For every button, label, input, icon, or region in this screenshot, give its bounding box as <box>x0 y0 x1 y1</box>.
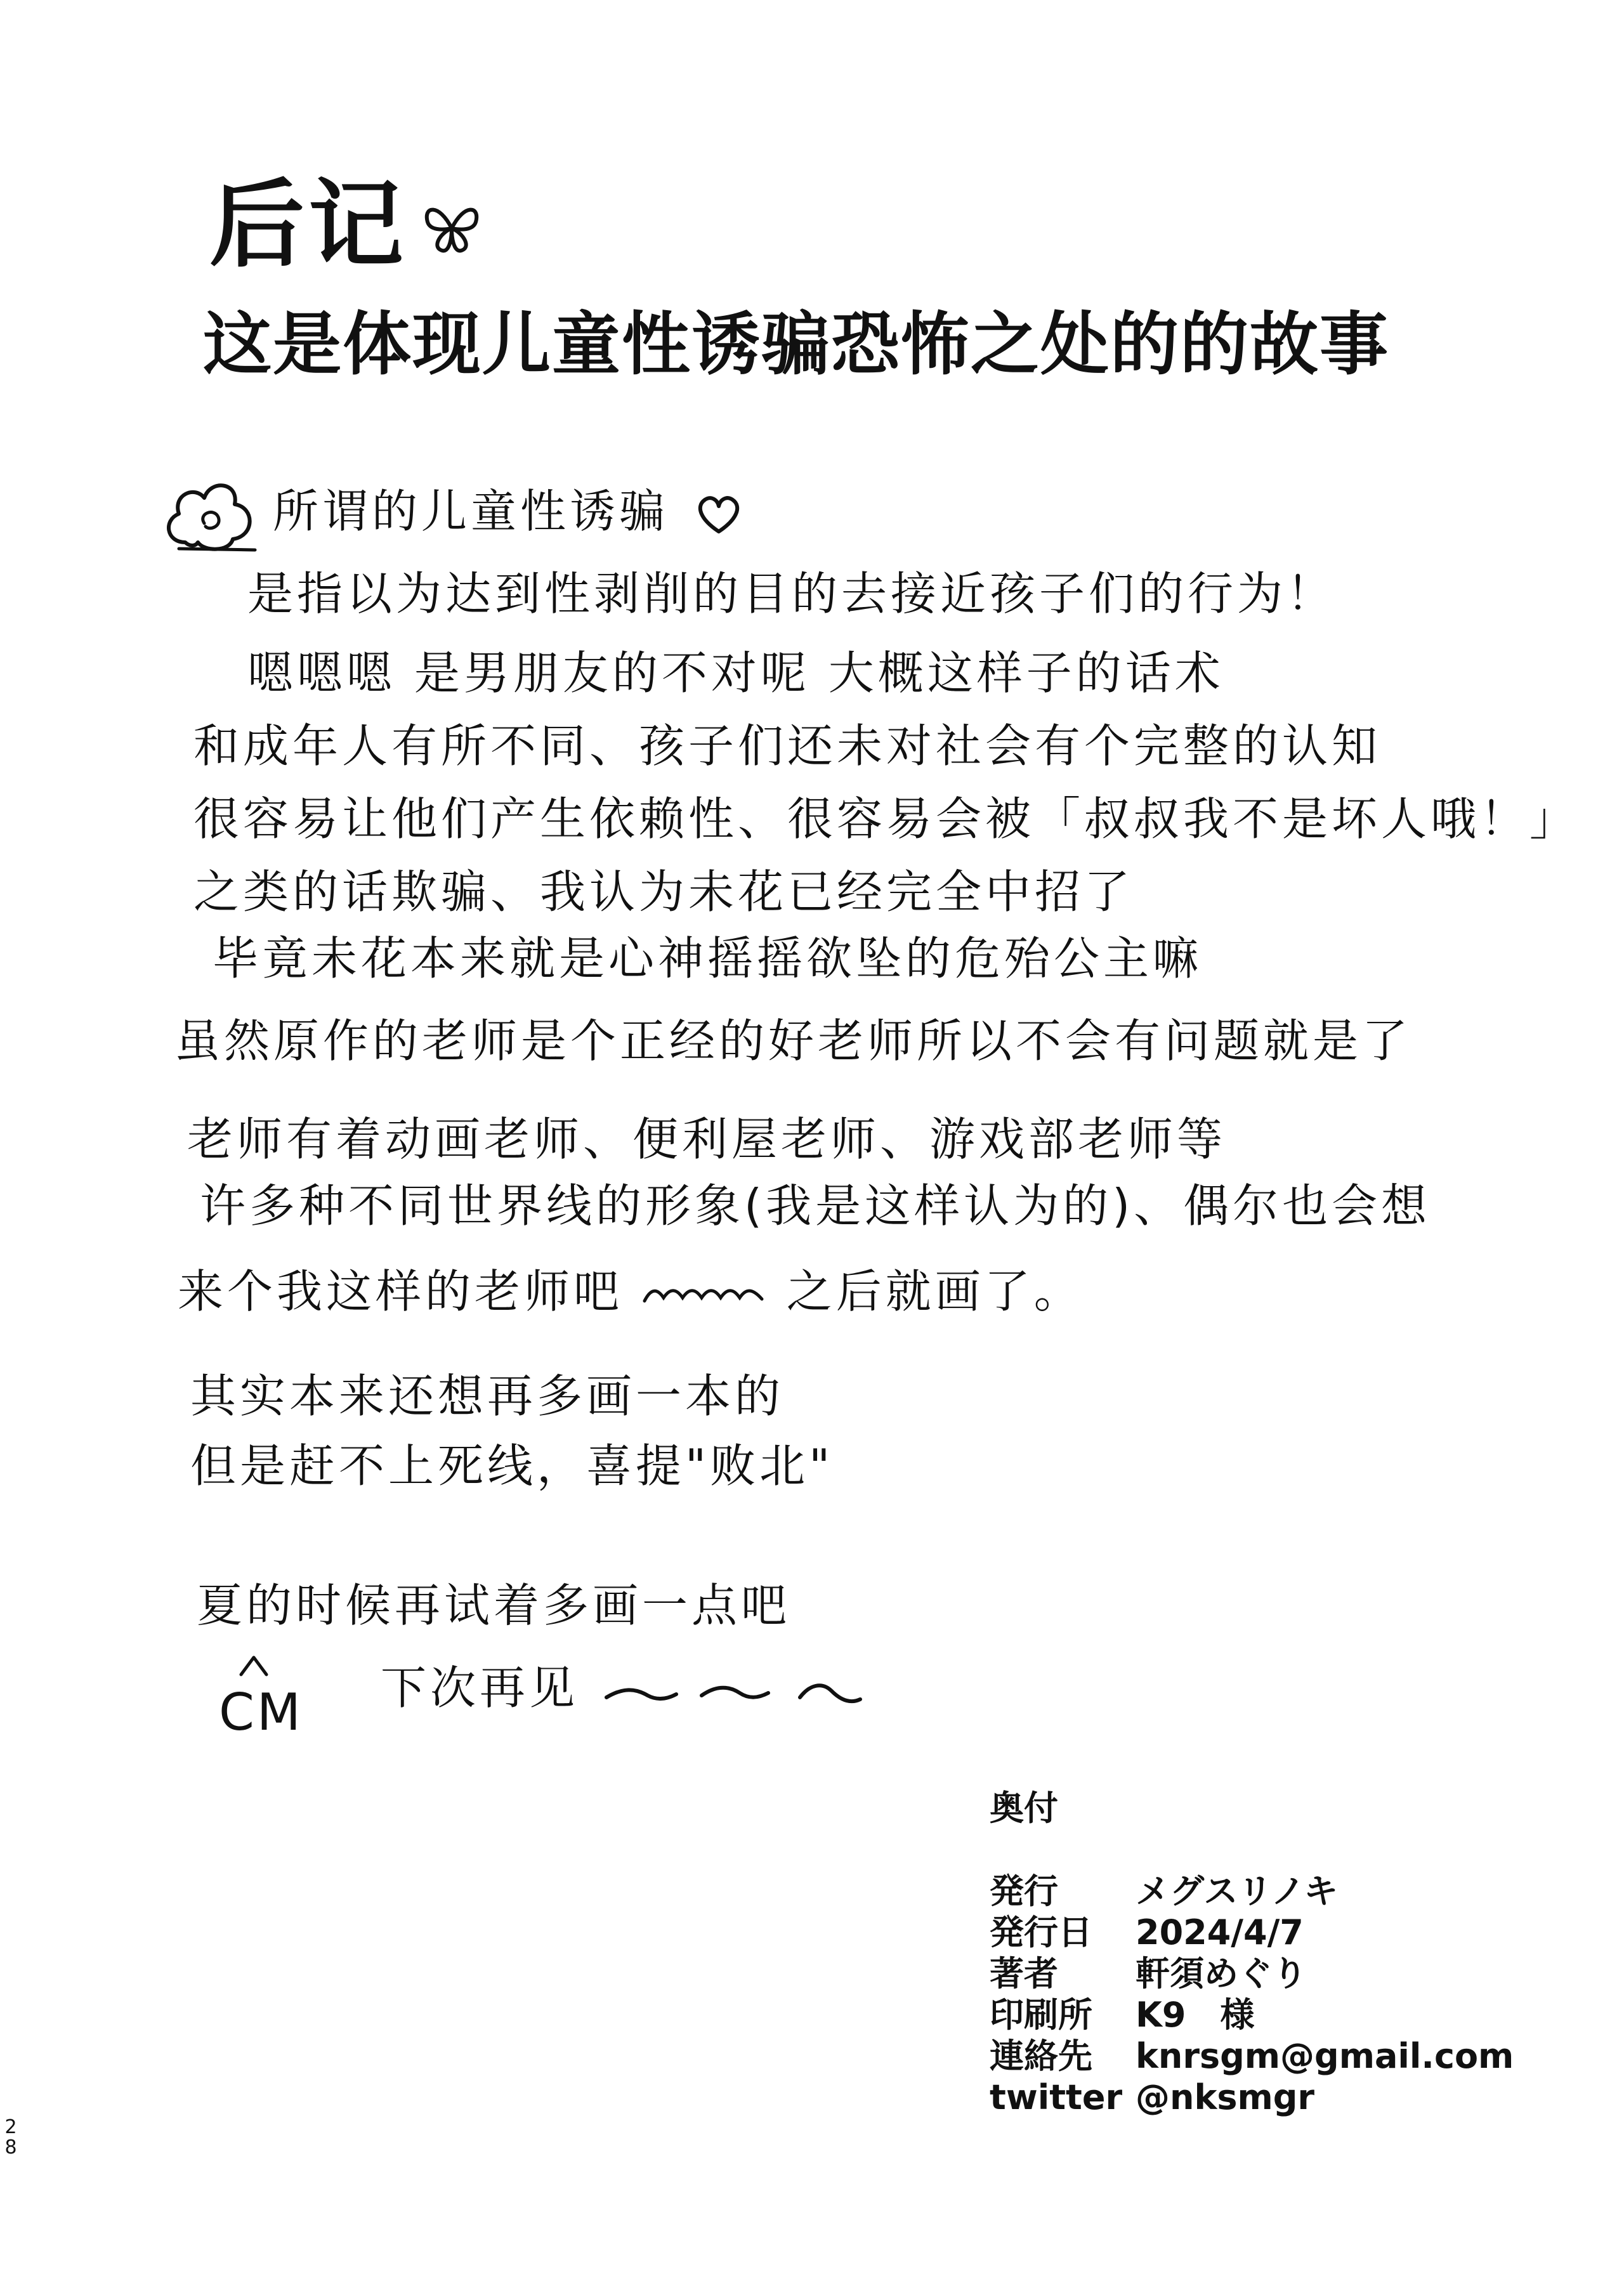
colophon-row-publisher <box>990 1871 1339 1911</box>
colophon-label: 発行日 <box>990 1912 1092 1952</box>
intro-heading-line <box>273 485 744 538</box>
title-row <box>209 170 483 280</box>
text-line-12: 但是赶不上死线，喜提"败北" <box>190 1439 834 1493</box>
colophon-value: @nksmgr <box>1136 2077 1315 2117</box>
text-line-3: 和成年人有所不同、孩子们还未对社会有个完整的认知 <box>193 719 1382 773</box>
text-line-10 <box>178 1265 1084 1318</box>
text-line-4: 很容易让他们产生依赖性、很容易会被「叔叔我不是坏人哦！」 <box>193 792 1580 846</box>
text-line-14 <box>381 1661 870 1715</box>
text-line-9: 许多种不同世界线的形象(我是这样认为的)、偶尔也会想 <box>200 1179 1431 1232</box>
page-number-digit: 8 <box>4 2136 17 2159</box>
colophon-label: 印刷所 <box>990 1995 1092 2035</box>
colophon-row-contact <box>990 2036 1514 2076</box>
wave-squiggle-icon <box>641 1279 768 1310</box>
colophon-row-date <box>990 1912 1304 1952</box>
colophon-value: K9 様 <box>1136 1995 1255 2035</box>
flower-doodle-icon <box>160 473 261 555</box>
long-wave-icon <box>597 1669 870 1713</box>
page-title: 后记 <box>209 170 408 280</box>
page-number <box>3 2117 19 2157</box>
colophon-value: knrsgm@gmail.com <box>1136 2036 1514 2076</box>
intro-heading: 所谓的儿童性诱骗 <box>273 485 669 538</box>
colophon-label: twitter <box>990 2077 1123 2117</box>
heart-icon <box>693 492 744 537</box>
colophon-value: 軒須めぐり <box>1136 1954 1307 1994</box>
colophon-label: 発行 <box>990 1871 1058 1911</box>
cm-label: CM <box>219 1683 303 1742</box>
colophon-row-author <box>990 1954 1307 1994</box>
colophon-row-printer <box>990 1995 1255 2035</box>
text-line-10b: 之后就画了。 <box>786 1265 1084 1318</box>
colophon-label: 連絡先 <box>990 2036 1092 2076</box>
text-line-6: 毕竟未花本来就是心神摇摇欲坠的危殆公主嘛 <box>213 932 1203 985</box>
text-line-5: 之类的话欺骗、我认为未花已经完全中招了 <box>193 865 1134 918</box>
colophon-heading: 奥付 <box>990 1788 1058 1828</box>
caret-icon <box>238 1652 270 1678</box>
colophon-label: 著者 <box>990 1954 1058 1994</box>
butterfly-icon <box>420 200 483 257</box>
text-line-11: 其实本来还想再多画一本的 <box>190 1369 785 1423</box>
see-you-text: 下次再见 <box>381 1661 579 1715</box>
colophon-row-twitter <box>990 2077 1315 2117</box>
colophon-value: メグスリノキ <box>1136 1871 1339 1911</box>
page-subtitle: 这是体现儿童性诱骗恐怖之处的的故事 <box>203 305 1390 384</box>
text-line-8: 老师有着动画老师、便利屋老师、游戏部老师等 <box>187 1113 1227 1166</box>
text-line-13: 夏的时候再试着多画一点吧 <box>197 1579 791 1632</box>
text-line-10a: 来个我这样的老师吧 <box>178 1265 624 1318</box>
text-line-1: 是指以为达到性剥削的目的去接近孩子们的行为！ <box>247 567 1337 620</box>
page-number-digit: 2 <box>4 2116 17 2138</box>
colophon-value: 2024/4/7 <box>1136 1912 1304 1952</box>
text-line-2: 嗯嗯嗯 是男朋友的不对呢 大概这样子的话术 <box>247 646 1224 700</box>
text-line-7: 虽然原作的老师是个正经的好老师所以不会有问题就是了 <box>174 1014 1412 1068</box>
